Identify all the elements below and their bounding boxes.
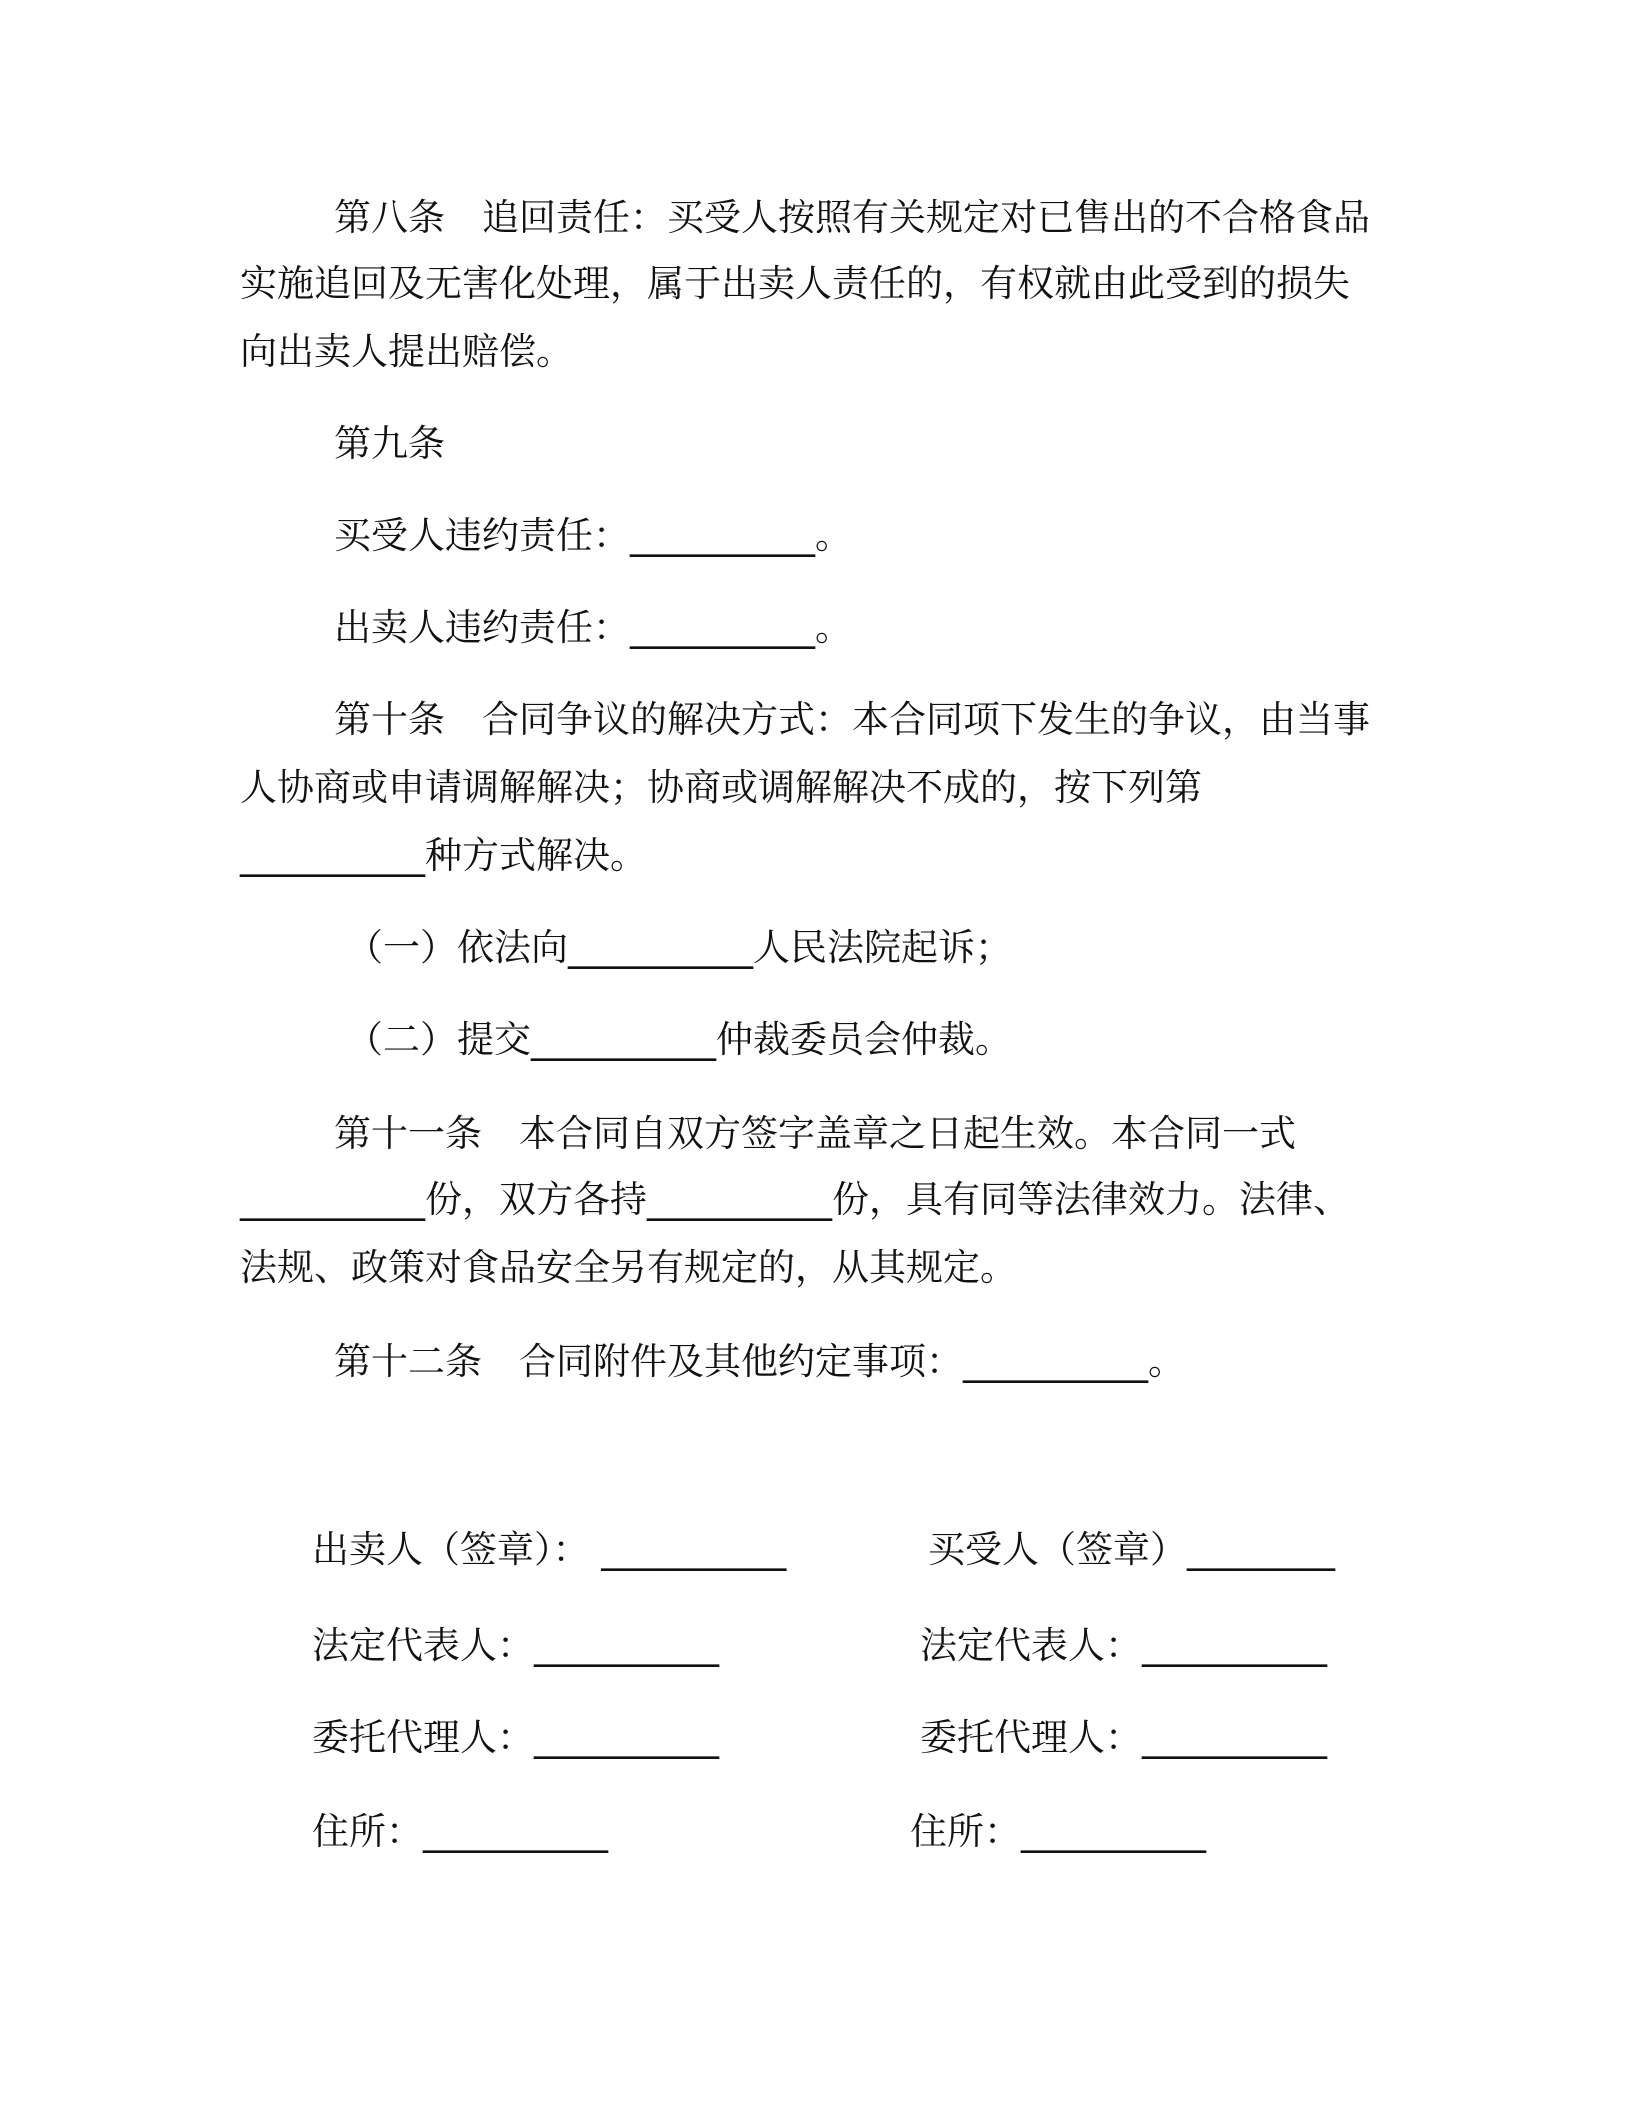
attachments-blank[interactable]: __________: [963, 1340, 1148, 1383]
article-8-line-3: 向出卖人提出赔偿。: [240, 330, 573, 373]
seller-legal-rep-blank[interactable]: __________: [534, 1624, 719, 1667]
buyer-breach-label: 买受人违约责任：: [334, 514, 630, 557]
buyer-signature-line: [928, 1526, 1335, 1574]
buyer-agent-blank[interactable]: __________: [1142, 1716, 1327, 1759]
article-12-line: [334, 1338, 1185, 1386]
seller-breach-line: [334, 604, 852, 652]
option-1-suffix: 人民法院起诉；: [753, 926, 1012, 969]
article-11-line-2b: 份，具有同等法律效力。法律、: [832, 1178, 1350, 1221]
period: 。: [815, 514, 852, 557]
arbitration-blank[interactable]: __________: [531, 1018, 716, 1061]
article-11-line-2: [240, 1176, 1350, 1224]
article-11-line-3: 法规、政策对食品安全另有规定的，从其规定。: [240, 1246, 1017, 1289]
article-10-line-2: 人协商或申请调解解决；协商或调解解决不成的，按下列第: [240, 766, 1202, 809]
seller-signature-line: [312, 1526, 786, 1574]
article-8-line-1: 第八条 追回责任：买受人按照有关规定对已售出的不合格食品: [334, 196, 1370, 239]
dispute-method-blank[interactable]: __________: [240, 834, 425, 877]
seller-address-line: [312, 1808, 608, 1856]
buyer-signature-label: 买受人（签章）: [928, 1528, 1187, 1571]
article-8-line-2: 实施追回及无害化处理，属于出卖人责任的，有权就由此受到的损失: [240, 262, 1350, 305]
seller-signature-blank[interactable]: __________: [601, 1528, 787, 1571]
seller-agent-line: [312, 1714, 719, 1762]
article-10-line-3-text: 种方式解决。: [425, 834, 647, 877]
court-blank[interactable]: __________: [568, 926, 753, 969]
option-2-suffix: 仲裁委员会仲裁。: [716, 1018, 1012, 1061]
seller-legal-rep-line: [312, 1622, 719, 1670]
article-11-line-1: 第十一条 本合同自双方签字盖章之日起生效。本合同一式: [334, 1112, 1296, 1155]
buyer-agent-label: 委托代理人：: [920, 1716, 1142, 1759]
period: 。: [1148, 1340, 1185, 1383]
article-11-line-2a: 份，双方各持: [425, 1178, 647, 1221]
article-12-label: 第十二条 合同附件及其他约定事项：: [334, 1340, 963, 1383]
buyer-legal-rep-blank[interactable]: __________: [1142, 1624, 1327, 1667]
article-9-heading: 第九条: [334, 422, 445, 465]
option-1-prefix: （一）依法向: [346, 926, 568, 969]
buyer-breach-blank[interactable]: __________: [630, 514, 815, 557]
seller-address-blank[interactable]: __________: [423, 1810, 608, 1853]
copies-each-blank[interactable]: __________: [647, 1178, 832, 1221]
seller-address-label: 住所：: [312, 1810, 423, 1853]
buyer-signature-blank[interactable]: ________: [1187, 1528, 1335, 1571]
buyer-agent-line: [920, 1714, 1327, 1762]
buyer-address-blank[interactable]: __________: [1021, 1810, 1206, 1853]
article-10-line-1: 第十条 合同争议的解决方式：本合同项下发生的争议，由当事: [334, 698, 1370, 741]
option-2-prefix: （二）提交: [346, 1018, 531, 1061]
article-10-line-3: [240, 832, 647, 880]
seller-signature-label: 出卖人（签章）：: [312, 1528, 590, 1571]
seller-breach-blank[interactable]: __________: [630, 606, 815, 649]
buyer-legal-rep-line: [920, 1622, 1327, 1670]
seller-legal-rep-label: 法定代表人：: [312, 1624, 534, 1667]
buyer-breach-line: [334, 512, 852, 560]
buyer-address-label: 住所：: [910, 1810, 1021, 1853]
seller-agent-label: 委托代理人：: [312, 1716, 534, 1759]
buyer-legal-rep-label: 法定代表人：: [920, 1624, 1142, 1667]
period: 。: [815, 606, 852, 649]
buyer-address-line: [910, 1808, 1206, 1856]
option-1-line: [346, 924, 1012, 972]
option-2-line: [346, 1016, 1012, 1064]
seller-agent-blank[interactable]: __________: [534, 1716, 719, 1759]
copies-total-blank[interactable]: __________: [240, 1178, 425, 1221]
seller-breach-label: 出卖人违约责任：: [334, 606, 630, 649]
